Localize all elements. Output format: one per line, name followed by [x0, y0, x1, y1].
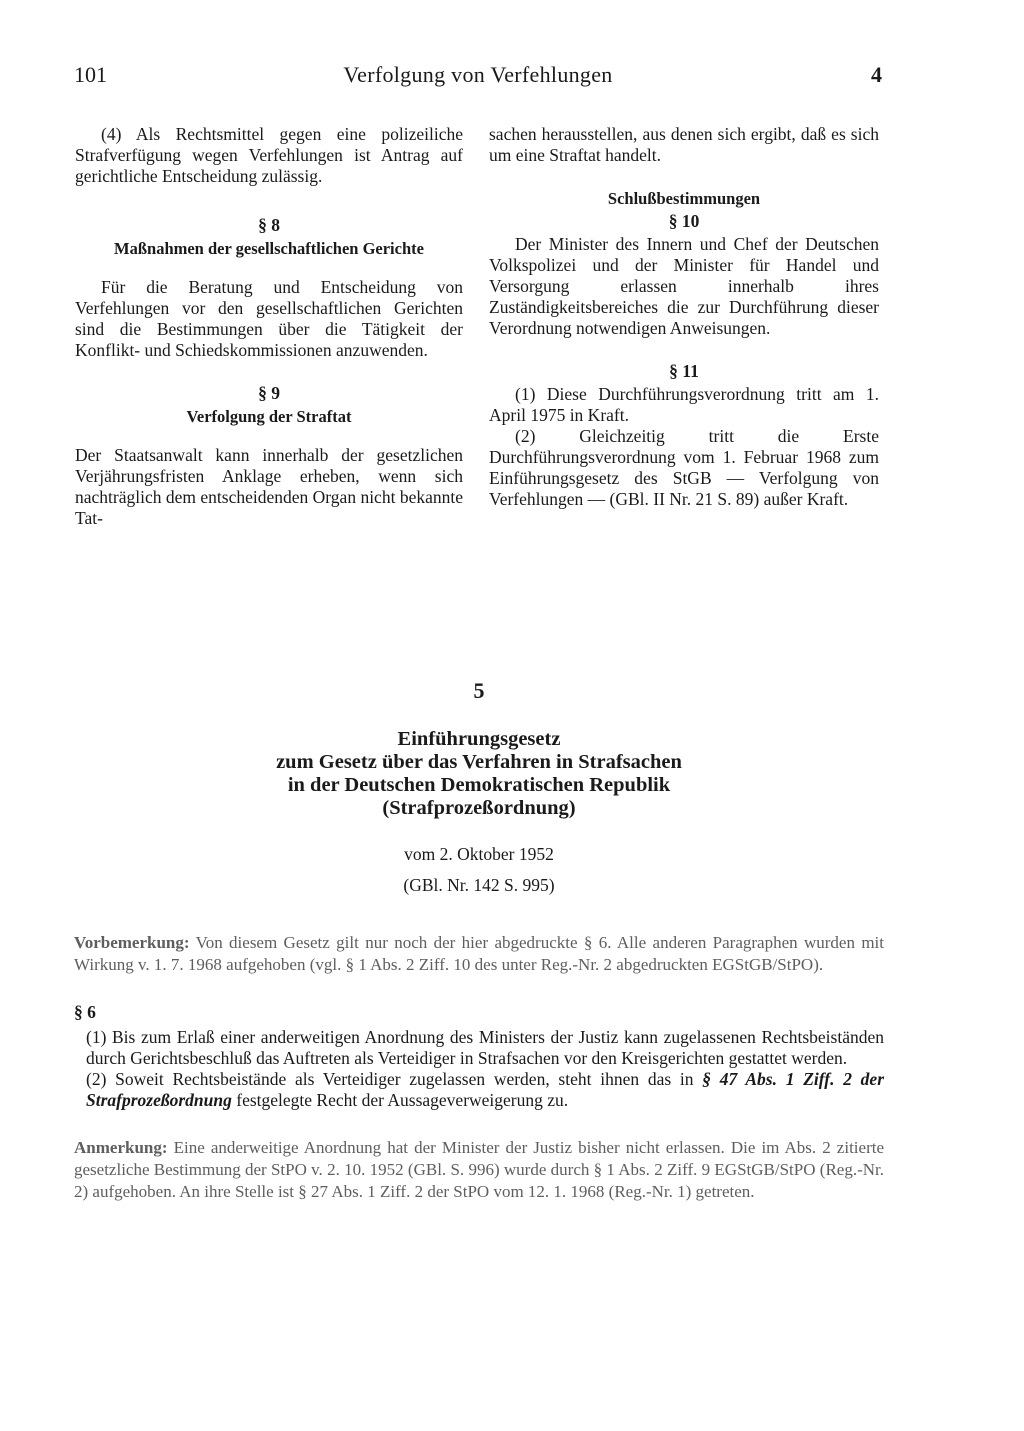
- document-number: 5: [473, 678, 485, 703]
- gazette-reference: (GBl. Nr. 142 S. 995): [403, 875, 555, 895]
- title-line-2: zum Gesetz über das Verfahren in Strafsachen: [276, 751, 682, 773]
- section-11-para-1: (1) Diese Durchführungsverordnung tritt am 1. April 1975 in Kraft.: [489, 384, 879, 425]
- section-6-number: § 6: [74, 1002, 96, 1022]
- section-10-number: § 10: [668, 211, 700, 231]
- preliminary-note-text: Von diesem Gesetz gilt nur noch der hier abgedruckte § 6. Alle anderen Paragraphen wurden mit Wirkung v. 1. 7. 1968 aufgehoben (vgl. § 1 Abs. 2 Ziff. 10 des unter Reg.-Nr. 2 abgedruckten EGStGB/StPO).: [74, 933, 884, 974]
- left-column: [75, 124, 463, 529]
- section-6-para-2-end: festgelegte Recht der Aussageverweigerung zu.: [236, 1090, 569, 1110]
- section-11-number: § 11: [669, 361, 699, 381]
- section-6-para-1: (1) Bis zum Erlaß einer anderweitigen Anordnung des Ministers der Justiz kann zugelassenen Rechtsbeiständen durch Gerichtsbeschluß das Auftreten als Verteidiger in Strafsachen vor den Kreisgerichten gestattet werden.: [86, 1027, 884, 1068]
- final-provisions-title: Schlußbestimmungen: [607, 189, 761, 208]
- section-9-text: Der Staatsanwalt kann innerhalb der gesetzlichen Verjährungsfristen Anklage erheben, wenn sich nachträglich dem entscheidenden Organ nicht bekannte Tat-: [75, 445, 463, 528]
- title-line-4: (Strafprozeßordnung): [382, 797, 576, 819]
- section-6: [74, 1002, 884, 1111]
- document-title: [74, 728, 884, 820]
- page-number: 101: [74, 62, 107, 87]
- section-9-title: Verfolgung der Straftat: [186, 407, 352, 426]
- title-line-3: in der Deutschen Demokratischen Republik: [287, 774, 671, 796]
- section-9-continuation: sachen herausstellen, aus denen sich ergibt, daß es sich um eine Straftat handelt.: [489, 124, 879, 165]
- section-9-number: § 9: [258, 383, 280, 403]
- section-8-text: Für die Beratung und Entscheidung von Verfehlungen vor den gesellschaftlichen Gerichten sind die Bestimmungen über die Tätigkeit der Konflikt- und Schiedskommissionen anzuwenden.: [75, 277, 463, 360]
- running-title: Verfolgung von Verfehlungen: [343, 62, 613, 87]
- annotation: [74, 1137, 884, 1203]
- section-10-text: Der Minister des Innern und Chef der Deutschen Volkspolizei und der Minister für Handel und Versorgung erlassen innerhalb ihres Zuständigkeitsbereiches die zur Durchführung dieser Verordnung notwendigen Anweisungen.: [489, 234, 879, 338]
- paragraph-4: (4) Als Rechtsmittel gegen eine polizeiliche Strafverfügung wegen Verfehlungen ist Antrag auf gerichtliche Entscheidung zulässig.: [75, 124, 463, 186]
- annotation-label: Anmerkung:: [74, 1138, 168, 1157]
- section-6-para-2: [74, 1069, 884, 1111]
- chapter-number: 4: [871, 62, 882, 87]
- document-5: [74, 678, 884, 1203]
- section-8-number: § 8: [258, 215, 280, 235]
- running-header: [74, 62, 882, 94]
- preliminary-note-label: Vorbemerkung:: [74, 933, 190, 952]
- right-column: [489, 124, 879, 510]
- section-8-title: Maßnahmen der gesellschaftlichen Gerichte: [114, 239, 424, 258]
- section-11-para-2: (2) Gleichzeitig tritt die Erste Durchführungsverordnung vom 1. Februar 1968 zum Einführungsgesetz des StGB — Verfolgung von Verfehlungen — (GBl. II Nr. 21 S. 89) außer Kraft.: [489, 426, 879, 509]
- document-date: vom 2. Oktober 1952: [404, 844, 554, 864]
- section-6-para-2-start: (2) Soweit Rechtsbeistände als Verteidiger zugelassen werden, steht ihnen das in: [86, 1069, 694, 1089]
- annotation-text: Eine anderweitige Anordnung hat der Minister der Justiz bisher nicht erlassen. Die im Abs. 2 zitierte gesetzliche Bestimmung der StPO v. 2. 10. 1952 (GBl. S. 996) wurde durch § 1 Abs. 2 Ziff. 9 EGStGB/StPO (Reg.-Nr. 2) aufgehoben. An ihre Stelle ist § 27 Abs. 1 Ziff. 2 der StPO vom 12. 1. 1968 (Reg.-Nr. 1) getreten.: [74, 1138, 884, 1201]
- title-line-1: Einführungsgesetz: [397, 728, 561, 750]
- preliminary-note: [74, 932, 884, 976]
- section-6-legal-reference: § 47 Abs. 1 Ziff. 2 der Strafprozeßordnung: [86, 1069, 885, 1110]
